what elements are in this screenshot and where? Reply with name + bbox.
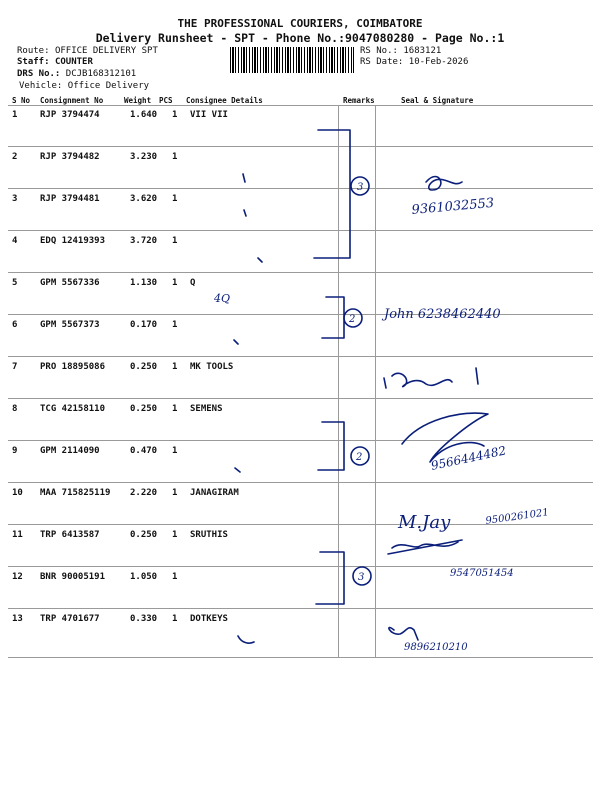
table-row [0, 610, 600, 652]
row-consignment: GPM 2114090 [40, 446, 100, 456]
table-row [0, 148, 600, 190]
row-weight: 0.250 [130, 362, 158, 372]
row-weight: 0.330 [130, 614, 158, 624]
table-row [0, 232, 600, 274]
drs-info [17, 69, 136, 79]
col-remarks-header: Remarks [343, 96, 375, 105]
col-weight-header: Weight [124, 96, 152, 105]
row-consignment: PRO 18895086 [40, 362, 106, 372]
row-pcs: 1 [172, 236, 178, 246]
route-label: Route: [17, 46, 50, 56]
row-sno: 5 [12, 278, 18, 288]
table-bottom-line [8, 657, 593, 658]
col-seal-header: Seal & Signature [401, 96, 474, 105]
row10-name: M.Jay [398, 512, 451, 533]
table-row [0, 358, 600, 400]
row-consignee: JANAGIRAM [190, 488, 239, 498]
row-sno: 8 [12, 404, 18, 414]
group1-count: 3 [357, 182, 364, 193]
row-pcs: 1 [172, 278, 178, 288]
row-sno: 9 [12, 446, 18, 456]
row5-note: 4Q [214, 292, 231, 305]
col-consignee-header: Consignee Details [186, 96, 263, 105]
rs-date-value: 10-Feb-2026 [408, 57, 469, 67]
drs-value: DCJB168312101 [65, 69, 137, 79]
row-sno: 4 [12, 236, 18, 246]
row-pcs: 1 [172, 362, 178, 372]
route-info [17, 46, 158, 56]
vehicle-label: Vehicle: [19, 81, 63, 91]
row10-phone: 9500261021 [484, 507, 550, 527]
row-weight: 1.050 [130, 572, 158, 582]
row-consignee: SEMENS [190, 404, 223, 414]
row-pcs: 1 [172, 404, 178, 414]
row-weight: 0.250 [130, 530, 158, 540]
row-pcs: 1 [172, 194, 178, 204]
row-consignee: VII VII [190, 110, 228, 120]
row-consignment: RJP 3794481 [40, 194, 100, 204]
row-sno: 6 [12, 320, 18, 330]
group4-count: 3 [358, 572, 365, 583]
row-pcs: 1 [172, 572, 178, 582]
rs-no-info [360, 46, 441, 56]
staff-info [17, 57, 93, 67]
row-sno: 13 [12, 614, 23, 624]
table-row [0, 400, 600, 442]
row13-phone: 9896210210 [404, 642, 468, 653]
row-consignment: TRP 6413587 [40, 530, 100, 540]
row-weight: 3.230 [130, 152, 158, 162]
group4-phone: 9547051454 [450, 568, 514, 579]
rs-no-value: 1683121 [403, 46, 442, 56]
row-consignment: MAA 715825119 [40, 488, 111, 498]
vehicle-value: Office Delivery [67, 81, 150, 91]
table-row [0, 190, 600, 232]
row-weight: 0.170 [130, 320, 158, 330]
row-pcs: 1 [172, 110, 178, 120]
row-consignee: Q [190, 278, 196, 288]
group3-phone: 9566444482 [429, 443, 508, 473]
rs-no-label: RS No.: [360, 46, 398, 56]
row-weight: 1.640 [130, 110, 158, 120]
barcode [230, 47, 354, 73]
row-sno: 3 [12, 194, 18, 204]
row-consignee: DOTKEYS [190, 614, 228, 624]
row-consignment: GPM 5567373 [40, 320, 100, 330]
row-sno: 12 [12, 572, 23, 582]
table-row [0, 568, 600, 610]
group3-count: 2 [356, 452, 363, 463]
row-consignment: TCG 42158110 [40, 404, 106, 414]
row-pcs: 1 [172, 488, 178, 498]
row-consignment: BNR 90005191 [40, 572, 106, 582]
row-sno: 10 [12, 488, 23, 498]
table-row [0, 484, 600, 526]
col-consignment-header: Consignment No [40, 96, 104, 105]
drs-label: DRS No.: [17, 69, 61, 79]
row-consignment: GPM 5567336 [40, 278, 100, 288]
row-weight: 3.720 [130, 236, 158, 246]
table-row [0, 316, 600, 358]
group2-name-phone: John 6238462440 [384, 307, 501, 322]
row-weight: 3.620 [130, 194, 158, 204]
row-sno: 7 [12, 362, 18, 372]
table-row [0, 442, 600, 484]
row-sno: 1 [12, 110, 18, 120]
row-consignment: RJP 3794474 [40, 110, 100, 120]
row-consignment: EDQ 12419393 [40, 236, 106, 246]
row-weight: 2.220 [130, 488, 158, 498]
staff-label: Staff: [17, 57, 50, 67]
table-row [0, 106, 600, 148]
row-sno: 11 [12, 530, 23, 540]
row-pcs: 1 [172, 152, 178, 162]
route-value: OFFICE DELIVERY SPT [54, 46, 158, 56]
row-weight: 1.130 [130, 278, 158, 288]
row-consignment: RJP 3794482 [40, 152, 100, 162]
runsheet-subtitle: Delivery Runsheet - SPT - Phone No.:9047080280 - Page No.:1 [95, 31, 505, 45]
row-pcs: 1 [172, 530, 178, 540]
col-sno-header: S No [12, 96, 31, 105]
row-pcs: 1 [172, 320, 178, 330]
row-consignment: TRP 4701677 [40, 614, 100, 624]
table-row [0, 274, 600, 316]
row-weight: 0.470 [130, 446, 158, 456]
table-row [0, 526, 600, 568]
col-pcs-header: PCS [159, 96, 173, 105]
row-pcs: 1 [172, 446, 178, 456]
row-pcs: 1 [172, 614, 178, 624]
group2-count: 2 [349, 314, 356, 325]
rs-date-label: RS Date: [360, 57, 404, 67]
group1-phone: 9361032553 [411, 195, 495, 218]
row-consignee: MK TOOLS [190, 362, 234, 372]
row-consignee: SRUTHIS [190, 530, 228, 540]
staff-value: COUNTER [54, 57, 93, 67]
rs-date-info [360, 57, 468, 67]
row-weight: 0.250 [130, 404, 158, 414]
vehicle-info [19, 81, 149, 91]
company-title: THE PROFESSIONAL COURIERS, COIMBATORE [177, 17, 423, 30]
row-sno: 2 [12, 152, 18, 162]
